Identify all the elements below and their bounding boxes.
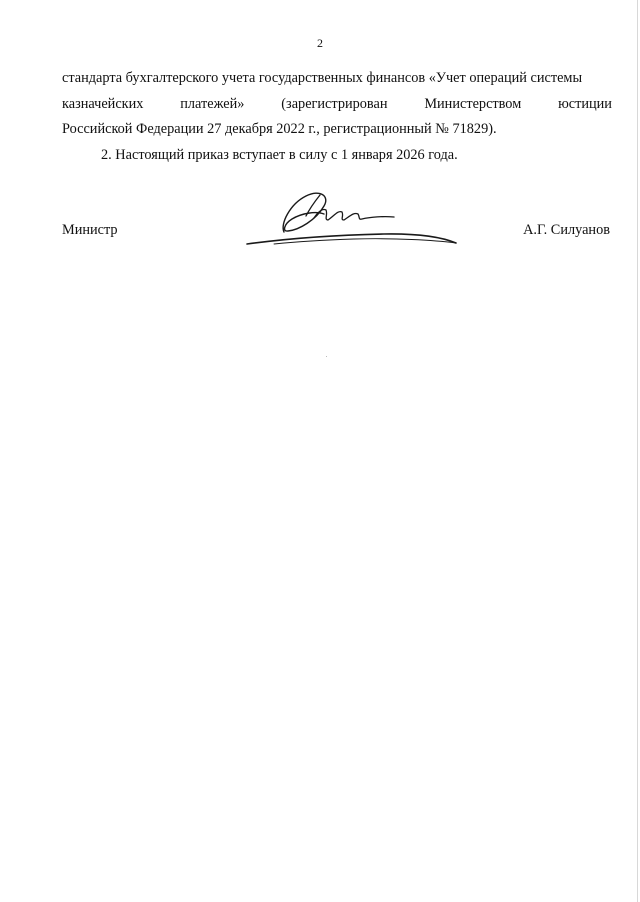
word: платежей» [180,96,245,112]
page-number: 2 [317,36,323,50]
paragraph-2: 2. Настоящий приказ вступает в силу с 1 января 2026 года. [101,147,458,163]
word: юстиции [558,96,612,112]
signature-stroke-loop [283,193,326,232]
word: (зарегистрирован [281,96,388,112]
page-edge [637,0,638,902]
signer-title: Министр [62,222,118,238]
word: казначейских [62,96,144,112]
scan-speck [326,356,327,357]
signature-stroke-return [274,239,456,244]
signer-name: А.Г. Силуанов [523,222,610,238]
signature-stroke-letters [306,195,394,220]
word: Министерством [424,96,522,112]
paragraph-1-line-2 [62,95,612,113]
handwritten-signature [244,186,459,252]
paragraph-1-line-1: стандарта бухгалтерского учета государственных финансов «Учет операций системы [62,70,583,86]
paragraph-1-line-3: Российской Федерации 27 декабря 2022 г., регистрационный № 71829). [62,121,497,137]
